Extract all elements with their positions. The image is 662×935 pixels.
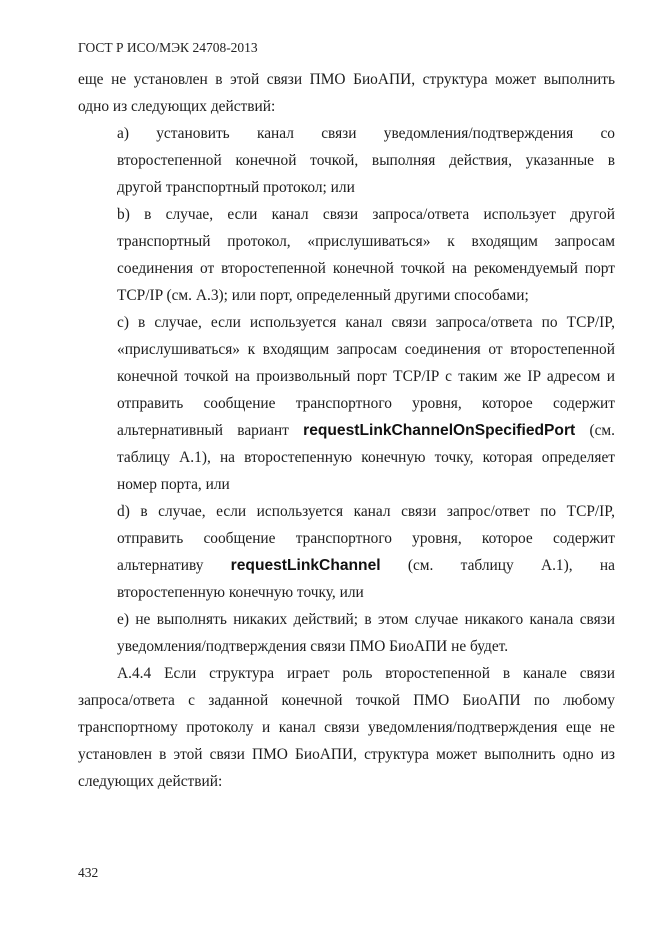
item-d-line-3-word: (см. [407,557,434,574]
item-d-line-3-pre: альтернативу [117,557,204,574]
item-d-line-3-word: таблицу [460,557,514,574]
item-c-line-5-pre: альтернативный вариант [117,422,289,439]
item-c-line-5-post: (см. [589,422,615,439]
item-c-line-6: таблицу А.1), на второстепенную конечную точку, которая определяет [117,449,615,466]
item-c-line-1: c) в случае, если используется канал связи запроса/ответа по TCP/IP, [117,314,615,331]
item-a-line-2: второстепенной конечной точкой, выполняя действия, указанные в [117,152,615,169]
function-name-request-link-channel-on-specified-port: requestLinkChannelOnSpecifiedPort [303,422,576,439]
item-c-line-4: отправить сообщение транспортного уровня, которое содержит [117,395,615,412]
item-b-line-1: b) в случае, если канал связи запроса/ответа использует другой [117,206,615,223]
item-b-line-2: транспортный протокол, «прислушиваться» к входящим запросам [117,233,615,250]
section-a44-line-4: установлен в этой связи ПМО БиоАПИ, структура может выполнить одно из [78,746,615,763]
document-header: ГОСТ Р ИСО/МЭК 24708-2013 [78,40,258,55]
item-e-line-2: уведомления/подтверждения связи ПМО БиоАПИ не будет. [117,638,509,655]
section-a44-line-5: следующих действий: [78,773,223,790]
item-b-line-3: соединения от второстепенной конечной точкой на рекомендуемый порт [117,260,615,277]
intro-line-2: одно из следующих действий: [78,98,276,115]
item-b-line-4: TCP/IP (см. А.3); или порт, определенный другими способами; [117,287,529,304]
item-a-line-3: другой транспортный протокол; или [117,179,355,196]
item-d-line-2: отправить сообщение транспортного уровня, которое содержит [117,530,615,547]
item-c-line-2: «прислушиваться» к входящим запросам соединения от второстепенной [117,341,615,358]
item-a-line-1: a) установить канал связи уведомления/подтверждения со [117,125,615,142]
section-a44-line-2: запроса/ответа с заданной конечной точкой ПМО БиоАПИ по любому [78,692,615,709]
item-d-line-3-word: на [599,557,615,574]
item-d-line-1: d) в случае, если используется канал связи запрос/ответ по TCP/IP, [117,503,615,520]
item-c-line-3: конечной точкой на произвольный порт TCP/IP с таким же IP адресом и [117,368,615,385]
item-e-line-1: e) не выполнять никаких действий; в этом случае никакого канала связи [117,611,615,628]
item-d-line-3 [117,557,615,575]
page-number: 432 [78,865,99,880]
item-d-line-3-word: А.1), [540,557,573,574]
item-d-line-4: второстепенную конечную точку, или [117,584,364,601]
section-a44-line-3: транспортному протоколу и канал связи уведомления/подтверждения еще не [78,719,615,736]
intro-line-1: еще не установлен в этой связи ПМО БиоАПИ, структура может выполнить [78,71,615,88]
item-c-line-5 [117,422,615,440]
function-name-request-link-channel: requestLinkChannel [230,557,381,574]
section-a44-line-1: А.4.4 Если структура играет роль второстепенной в канале связи [117,665,615,682]
item-c-line-7: номер порта, или [117,476,230,493]
